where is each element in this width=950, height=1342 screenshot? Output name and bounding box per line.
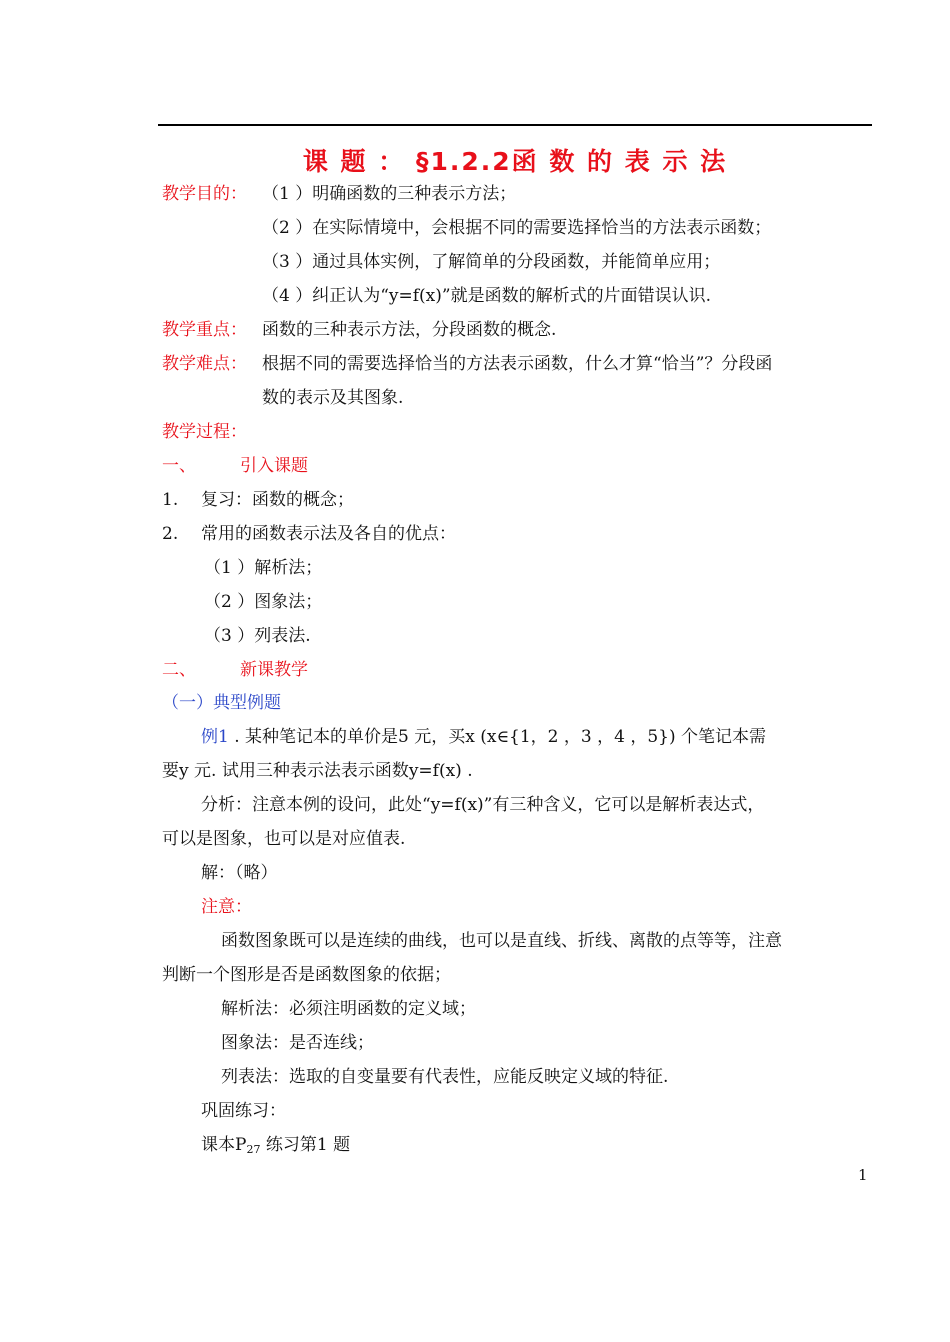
process-label: 教学过程：	[162, 422, 247, 442]
example-text-line1: . 某种笔记本的单价是5 元，买x (x∈{1，2 ，3 ，4 ，5}) 个笔记本需	[228, 727, 767, 747]
note-label: 注意：	[201, 897, 252, 917]
section1-number: 一、	[162, 456, 196, 476]
analysis-line2: 可以是图象，也可以是对应值表.	[162, 829, 406, 849]
page-number: 1	[858, 1166, 868, 1184]
section1-title: 引入课题	[240, 456, 308, 476]
note-graph: 图象法：是否连线；	[221, 1033, 374, 1053]
method-table: （3 ）列表法.	[204, 626, 311, 646]
note-paragraph-line2: 判断一个图形是否是函数图象的依据；	[162, 965, 451, 985]
practice-reference	[201, 1133, 350, 1162]
practice-label: 巩固练习：	[201, 1101, 286, 1121]
difficulties-label: 教学难点：	[162, 354, 247, 374]
note-table: 列表法：选取的自变量要有代表性，应能反映定义域的特征.	[221, 1067, 669, 1087]
difficulties-text-line1: 根据不同的需要选择恰当的方法表示函数，什么才算“恰当”？分段函	[262, 354, 773, 374]
header-rule	[158, 124, 872, 126]
analysis-line1: 分析：注意本例的设问，此处“y=f(x)”有三种含义，它可以是解析表达式，	[201, 795, 765, 815]
example-line1	[201, 725, 766, 749]
solution-text: 解：（略）	[201, 863, 278, 883]
objective-item-3: （3 ）通过具体实例，了解简单的分段函数，并能简单应用；	[262, 252, 721, 272]
difficulties-text-line2: 数的表示及其图象.	[262, 388, 404, 408]
practice-ref-prefix: 课本P	[201, 1135, 247, 1155]
objective-item-4: （4 ）纠正认为“y=f(x)”就是函数的解析式的片面错误认识.	[262, 286, 711, 306]
note-analytic: 解析法：必须注明函数的定义域；	[221, 999, 476, 1019]
section2-title: 新课教学	[240, 660, 308, 680]
subsection-title: （一）典型例题	[162, 693, 281, 713]
key-points-label: 教学重点：	[162, 320, 247, 340]
section1-item-2-number: 2.	[162, 524, 179, 544]
method-analytic: （1 ）解析法；	[204, 558, 323, 578]
example-label: 例1	[201, 727, 229, 747]
objective-item-2: （2 ）在实际情境中，会根据不同的需要选择恰当的方法表示函数；	[262, 218, 772, 238]
page-title: 课 题 ： §1.2.2函 数 的 表 示 法	[302, 147, 728, 176]
section1-item-2-text: 常用的函数表示法及各自的优点：	[201, 524, 456, 544]
key-points-text: 函数的三种表示方法，分段函数的概念.	[262, 320, 557, 340]
section2-number: 二、	[162, 660, 196, 680]
practice-ref-page: 27	[246, 1143, 261, 1156]
section1-item-1-text: 复习：函数的概念；	[201, 490, 354, 510]
section1-item-1-number: 1.	[162, 490, 179, 510]
method-graph: （2 ）图象法；	[204, 592, 323, 612]
note-paragraph-line1: 函数图象既可以是连续的曲线，也可以是直线、折线、离散的点等等，注意	[221, 931, 782, 951]
objectives-label: 教学目的：	[162, 184, 247, 204]
example-text-line2: 要y 元. 试用三种表示法表示函数y=f(x) .	[162, 761, 473, 781]
practice-ref-suffix: 练习第1 题	[260, 1135, 351, 1155]
objective-item-1: （1 ）明确函数的三种表示方法；	[262, 184, 517, 204]
